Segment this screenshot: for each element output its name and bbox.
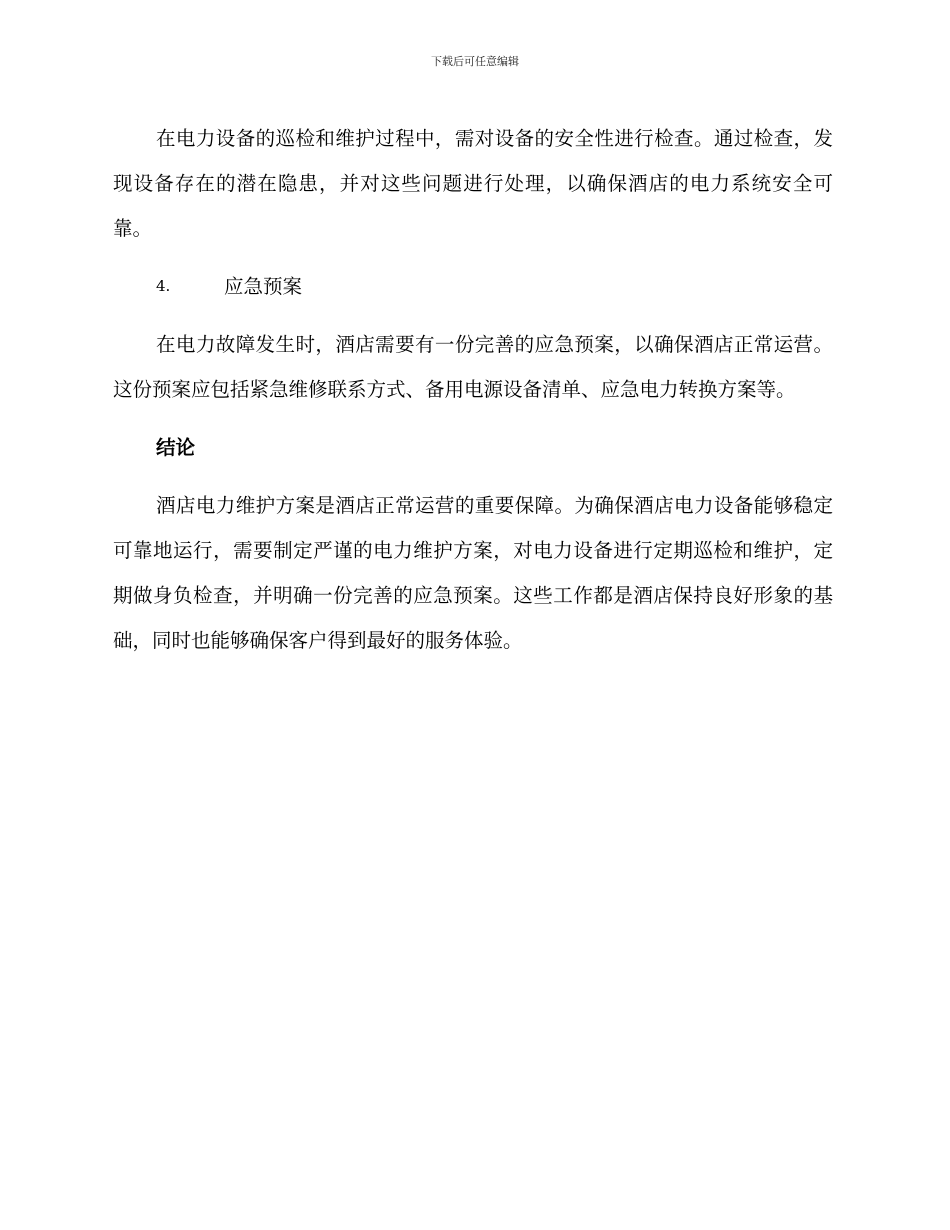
inspection-paragraph: 在电力设备的巡检和维护过程中，需对设备的安全性进行检查。通过检查，发现设备存在的潜在隐患，并对这些问题进行处理，以确保酒店的电力系统安全可靠。 [113,127,833,240]
paragraph-spacer [113,412,833,425]
section-number: 4. [156,277,171,295]
section-title: 应急预案 [224,275,303,298]
emergency-plan-paragraph: 在电力故障发生时，酒店需要有一份完善的应急预案，以确保酒店正常运营。这份预案应包括紧急维修联系方式、备用电源设备清单、应急电力转换方案等。 [113,333,833,401]
section-heading-emergency-plan [113,264,833,309]
page-header: 下载后可任意编辑 [431,55,519,68]
paragraph-spacer [113,309,833,322]
conclusion-heading: 结论 [156,436,196,459]
document-body [113,116,833,663]
paragraph-spacer [113,251,833,264]
paragraph-spacer [113,470,833,483]
conclusion-paragraph: 酒店电力维护方案是酒店正常运营的重要保障。为确保酒店电力设备能够稳定可靠地运行，需要制定严谨的电力维护方案，对电力设备进行定期巡检和维护，定期做身负检查，并明确一份完善的应急预案。这些工作都是酒店保持良好形象的基础，同时也能够确保客户得到最好的服务体验。 [113,494,833,652]
